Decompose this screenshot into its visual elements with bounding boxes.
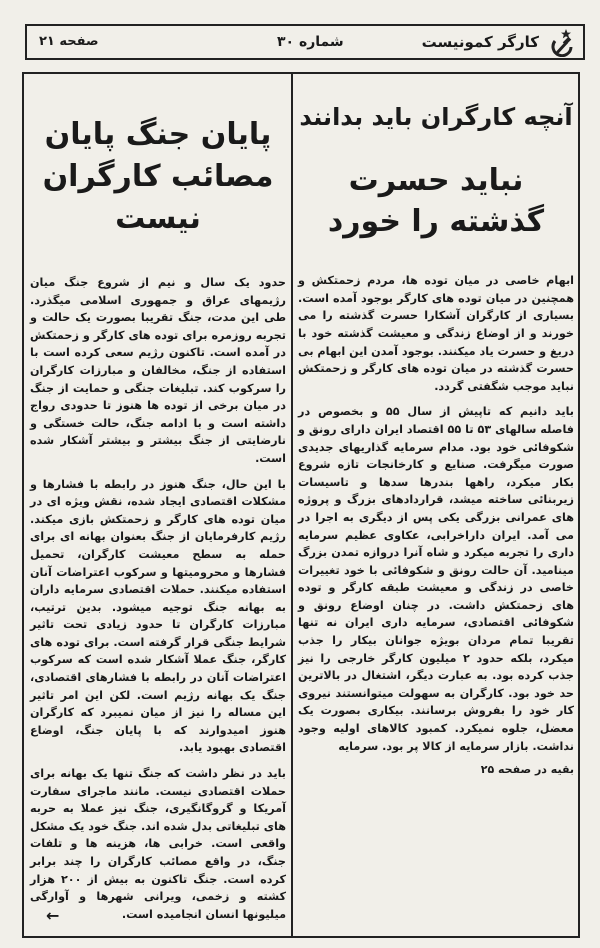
publication-name: کارگر کمونیست: [421, 33, 539, 51]
continue-arrow-icon: ←: [46, 906, 60, 925]
article-paragraph: حدود یک سال و نیم از شروع جنگ میان رژیمهای عراق و جمهوری اسلامی میگذرد. طی این مدت، جنگ تقریبا بصورت یک حالت و تجربه روزمره برای توده های کارگر و زحمتکش در آمده است. تاکنون رژیم سعی کرده است با استفاده از جنگ، مخالفان و مبارزات کارگران را سرکوب کند. تبلیغات جنگی و حمایت از جنگ در میان برخی از توده ها هنوز تا حدودی رواج داشته است و با ادامه جنگ، حالت خستگی و نارضایتی از جنگ بیشتر و بیشتر آشکار شده است.: [30, 276, 286, 465]
page-number: صفحه ۲۱: [39, 34, 99, 49]
article-paragraph: باید در نظر داشت که جنگ تنها یک بهانه برای حملات اقتصادی نیست. مانند ماجرای سفارت آمریکا و گروگانگیری، جنگ نیز عملا به حربه های تبلیغاتی بدل شده اند. جنگ خود یک مشکل واقعی است. خرابی ها، هزینه ها و تلفات جنگ، در واقع مصائب کارگران را چند برابر کرده است. جنگ تاکنون به بیش از ۲۰۰ هزار کشته و زخمی، ویرانی شهرها و آوارگی میلیونها انسان انجامیده است.: [30, 767, 286, 921]
article-left: [30, 78, 286, 931]
article-paragraph: با این حال، جنگ هنوز در رابطه با فشارها و مشکلات اقتصادی ایجاد شده، نقش ویژه ای در میان توده های کارگر و زحمتکش بازی میکند. رژیم کارفرمایان از جنگ بعنوان بهانه ای برای حمله به سطح معیشت کارگران، تحمیل فشارها و محرومیتها و سرکوب اعتراضات آنان استفاده میکنند. حملات اقتصادی سرمایه داران به بهانه جنگ توجیه میشود. بدین ترتیب، مبارزات کارگران تا حدود زیادی تحت تاثیر شرایط جنگی قرار گرفته است. برای توده های کارگر، جنگ عملا آشکار شده است که سرکوب اعتراضات آنان در رابطه با فشارهای اقتصادی، جنگ یک بهانه رژیم است. لکن این امر تاثیر این مساله را نیز از میان نمیبرد که کارگران هنوز امیدوارند که با پایان جنگ، اوضاع اقتصادی بهبود یابد.: [30, 477, 286, 755]
page-header: [25, 24, 585, 60]
article-right: [298, 78, 574, 776]
article-kicker: آنچه کارگران باید بدانند: [299, 103, 573, 131]
hammer-sickle-star-icon: [541, 26, 583, 58]
article-paragraph: ابهام خاصی در میان توده ها، مردم زحمتکش و همچنین در میان توده های کارگر بوجود آمده است. بسیاری از کارگران آشکارا حسرت گذشته را می خورند و از اوضاع زندگی و معیشت گذشته خود با دریغ و حسرت یاد میکنند. بوجود آمدن این ابهام بی حسرت گذشته در میان توده های کارگر و زحمتکش نباید موجب شگفتی گردد.: [298, 274, 574, 393]
continuation-note: بقیه در صفحه ۲۵: [480, 763, 574, 777]
article-paragraph: باید دانیم که تاپیش از سال ۵۵ و بخصوص در فاصله سالهای ۵۳ تا ۵۵ اقتصاد ایران دارای رونق و شکوفائی خود بود. مدام سرمایه گذاریهای جدیدی صورت میگرفت. صنایع و کارخانجات تازه شروع بکار میکرد، راهها بندرها سدها و تاسیسات زیربنائی ساخته میشد، قراردادهای بزرگ و پروژه های عمرانی بزرگی یکی پس از دیگری به اجرا در می آمد. ایران داراخرابی، عکاوی عظیم سرمایه داری را تجربه میکرد و شاه آنرا دروازه تمدن بزرگ مینامید. آن حالت رونق و شکوفائی با خود تغییرات خاصی در زندگی و معیشت طبقه کارگر و توده های زحمتکش داشت. در چنان اوضاع رونق و شکوفائی اقتصادی، سرمایه داری ایران نه تنها تقریبا تمام مردان بویژه جوانان بیکار را جذب میکرد، بلکه حدود ۲ میلیون کارگر خارجی را نیز جذب کرده بود. به عبارت دیگر، اشتغال در بالاترین حد خود بود. کارگران به سهولت میتوانستند نیروی کار خود را بفروش برسانند. بیکاری بصورت یک معضل، جلوه نمیکرد. کمبود کالاهای اولیه وجود نداشت. بازار سرمایه از کالا پر بود. سرمایه: [298, 405, 574, 753]
article-title: نباید حسرت گذشته را خورد: [327, 163, 545, 239]
article-title: پایان جنگ پایان مصائب کارگران نیست: [42, 117, 274, 236]
issue-number: شماره ۳۰: [277, 34, 344, 50]
column-divider: [291, 72, 293, 938]
